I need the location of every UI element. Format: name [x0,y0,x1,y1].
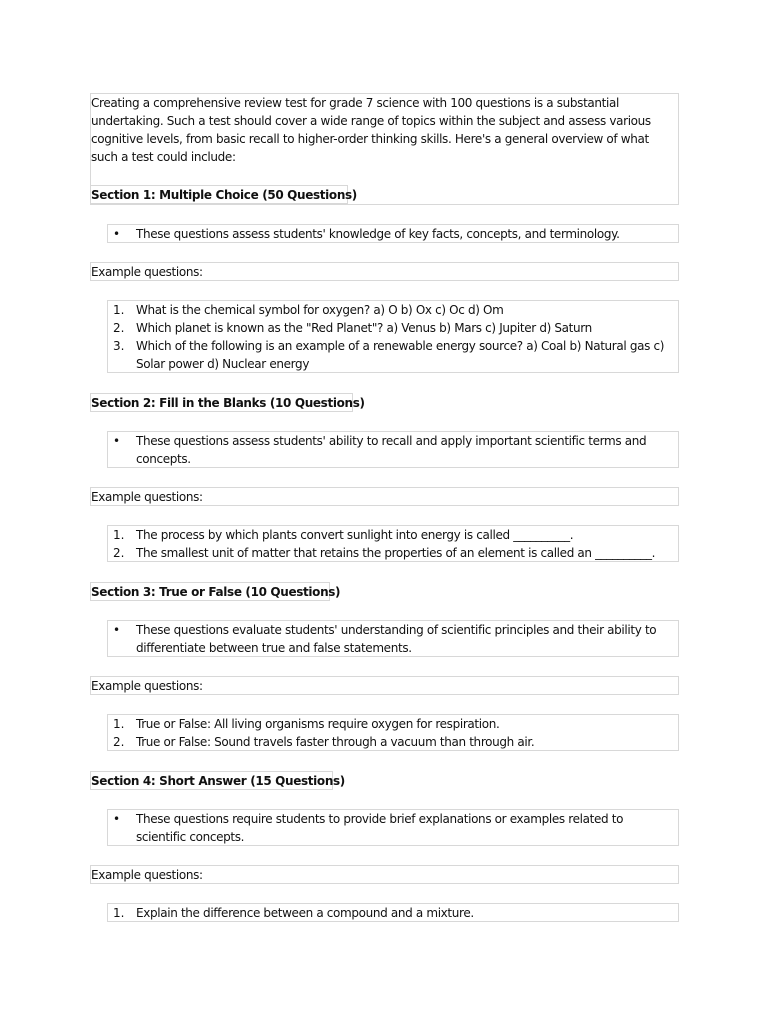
question-number: 3. [113,339,125,353]
question-number: 1. [113,303,125,317]
section-heading: Section 4: Short Answer (15 Questions) [91,774,345,788]
question-text: The process by which plants convert sunlight into energy is called __________. [136,528,574,542]
question-number: 1. [113,528,125,542]
section-heading: Section 2: Fill in the Blanks (10 Questions) [91,396,365,410]
question-number: 1. [113,717,125,731]
question-text: True or False: All living organisms require oxygen for respiration. [136,717,500,731]
intro-line: such a test could include: [91,150,236,164]
intro-line: cognitive levels, from basic recall to higher-order thinking skills. Here's a general overview of what [91,132,649,146]
bullet-marker: • [113,227,121,241]
bullet-marker: • [113,623,121,637]
bullet-text: These questions assess students' knowledge of key facts, concepts, and terminology. [136,227,620,241]
section-heading: Section 3: True or False (10 Questions) [91,585,341,599]
example-label: Example questions: [91,490,203,504]
bullet-text: concepts. [136,452,191,466]
example-label: Example questions: [91,265,203,279]
section-heading: Section 1: Multiple Choice (50 Questions) [91,188,357,202]
question-number: 2. [113,735,125,749]
intro-line: undertaking. Such a test should cover a wide range of topics within the subject and assess various [91,114,651,128]
bullet-marker: • [113,434,121,448]
question-number: 2. [113,546,125,560]
question-text: What is the chemical symbol for oxygen? a) O b) Ox c) Oc d) Om [136,303,504,317]
question-text: Solar power d) Nuclear energy [136,357,310,371]
question-number: 2. [113,321,125,335]
question-text: Explain the difference between a compound and a mixture. [136,906,474,920]
question-text: True or False: Sound travels faster through a vacuum than through air. [136,735,535,749]
bullet-text: These questions assess students' ability to recall and apply important scientific terms and [136,434,647,448]
question-text: Which of the following is an example of a renewable energy source? a) Coal b) Natural gas c) [136,339,665,353]
intro-line: Creating a comprehensive review test for grade 7 science with 100 questions is a substantial [91,96,620,110]
question-text: The smallest unit of matter that retains the properties of an element is called an __________. [136,546,656,560]
bullet-text: These questions evaluate students' understanding of scientific principles and their ability to [136,623,657,637]
bullet-text: These questions require students to provide brief explanations or examples related to [136,812,624,826]
example-label: Example questions: [91,868,203,882]
question-text: Which planet is known as the "Red Planet"? a) Venus b) Mars c) Jupiter d) Saturn [136,321,592,335]
bullet-text: differentiate between true and false statements. [136,641,412,655]
bullet-text: scientific concepts. [136,830,245,844]
example-label: Example questions: [91,679,203,693]
bullet-marker: • [113,812,121,826]
question-number: 1. [113,906,125,920]
